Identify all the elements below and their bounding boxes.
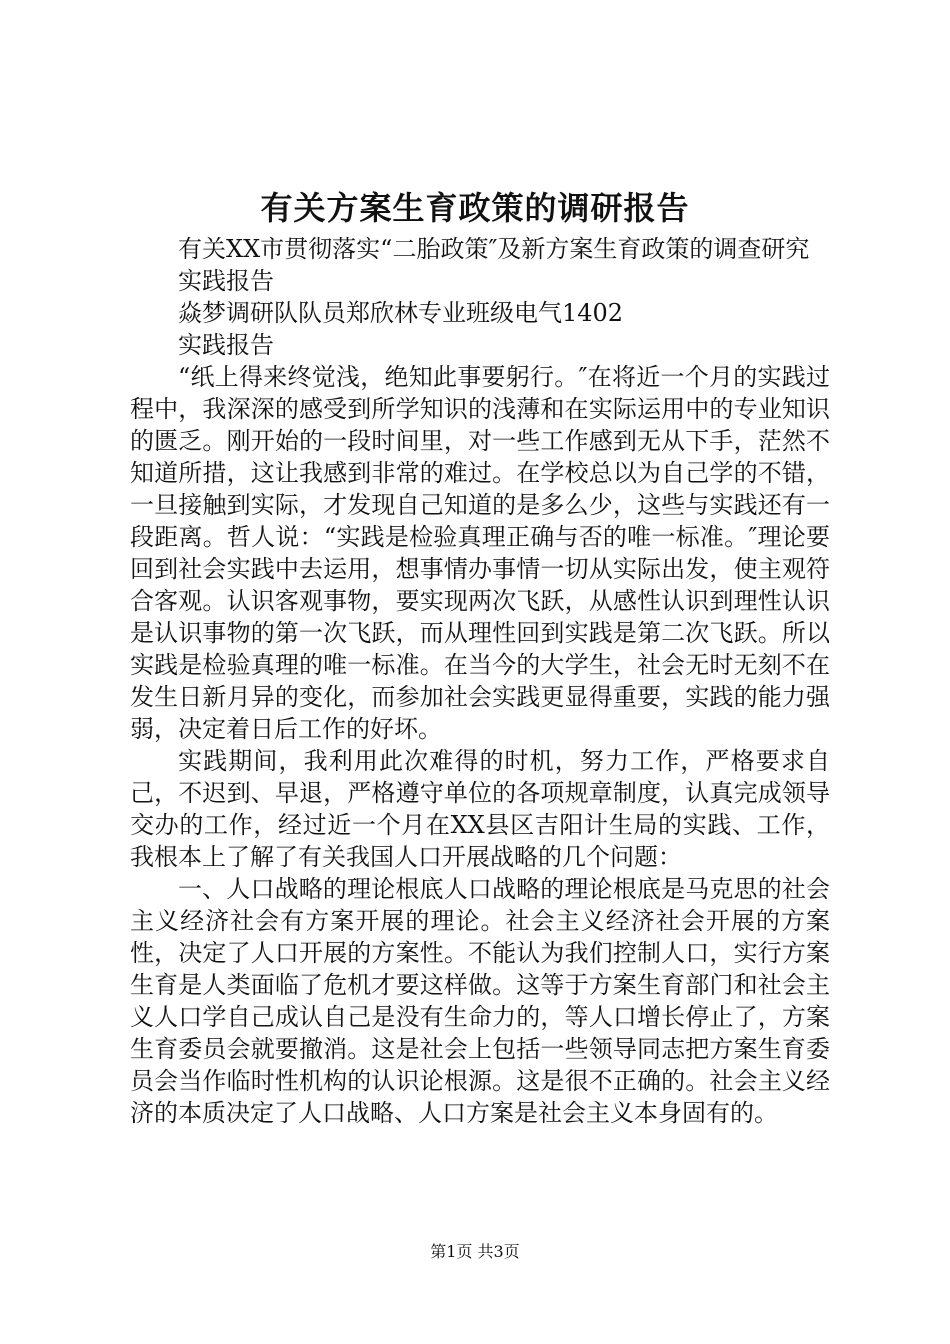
paragraph-practice-reflection: “纸上得来终觉浅，绝知此事要躬行。″在将近一个月的实践过程中，我深深的感受到所学知识的浅薄和在实际运用中的专业知识的匮乏。刚开始的一段时间里，对一些工作感到无从下手，茫然不知道所措，这让我感到非常的难过。在学校总以为自己学的不错，一旦接触到实际，才发现自己知道的是多么少，这些与实践还有一段距离。哲人说：“实践是检验真理正确与否的唯一标准。″理论要回到社会实践中去运用，想事情办事情一切从实际出发，使主观符合客观。认识客观事物，要实现两次飞跃，从感性认识到理性认识是认识事物的第一次飞跃，而从理性回到实践是第二次飞跃。所以实践是检验真理的唯一标准。在当今的大学生，社会无时无刻不在发生日新月异的变化，而参加社会实践更显得重要，实践的能力强弱，决定着日后工作的好坏。 xyxy=(130,363,830,743)
paragraph-practice-period: 实践期间，我利用此次难得的时机，努力工作，严格要求自己，不迟到、早退，严格遵守单位的各项规章制度，认真完成领导交办的工作，经过近一个月在XX县区吉阳计生局的实践、工作，我根本上了解了有关我国人口开展战略的几个问题： xyxy=(130,747,830,871)
paragraph-report-label-2: 实践报告 xyxy=(178,331,274,359)
paragraph-intro: 有关XX市贯彻落实“二胎政策″及新方案生育政策的调查研究 xyxy=(178,235,810,263)
document-title: 有关方案生育政策的调研报告 xyxy=(260,189,690,227)
paragraph-author: 焱梦调研队队员郑欣林专业班级电气1402 xyxy=(178,299,624,327)
page-footer: 第1页 共3页 xyxy=(430,1242,520,1261)
paragraph-report-label: 实践报告 xyxy=(178,267,274,295)
document-body xyxy=(130,233,830,1129)
paragraph-population-strategy: 一、人口战略的理论根底人口战略的理论根底是马克思的社会主义经济社会有方案开展的理论。社会主义经济社会开展的方案性，决定了人口开展的方案性。不能认为我们控制人口，实行方案生育是人类面临了危机才要这样做。这等于方案生育部门和社会主义人口学自己成认自己是没有生命力的，等人口增长停止了，方案生育委员会就要撤消。这是社会上包括一些领导同志把方案生育委员会当作临时性机构的认识论根源。这是很不正确的。社会主义经济的本质决定了人口战略、人口方案是社会主义本身固有的。 xyxy=(130,875,830,1127)
